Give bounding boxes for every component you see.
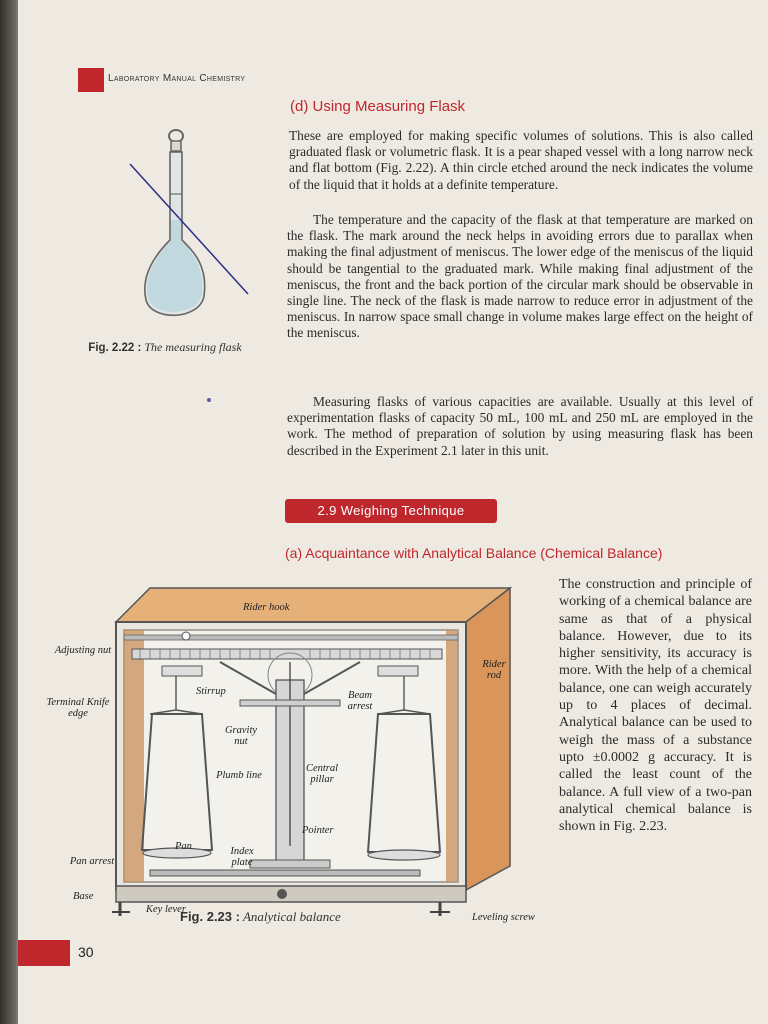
label-rider-hook: Rider hook (243, 602, 290, 613)
section-d-paragraph-3: Measuring flasks of various capacities are available. Usually at this level of experimentation flasks of capacity 50 mL, 100 mL and 250 mL are employed in the work. The method of preparation of solution by using measuring flask has been described in the Experiment 2.1 later in this unit. (287, 394, 753, 458)
fig-2-23-number: Fig. 2.23 : (180, 909, 240, 924)
fig-2-22-caption-text: The measuring flask (144, 340, 242, 354)
section-d-paragraph-2: The temperature and the capacity of the flask at that temperature are marked on the flask. The mark around the neck helps in avoiding errors due to parallax when making the final adjustment of meniscus. The lower edge of the meniscus of the liquid should be tangential to the graduated mark. While making final adjustment of the meniscus, the front and the back portion of the circular mark should be observable in single line. The neck of the flask is made narrow to reduce error in adjustment of the meniscus. In narrow space small change in volume makes large effect on the height of the meniscus. (287, 212, 753, 341)
header-color-block (78, 68, 104, 92)
label-adjusting-nut: Adjusting nut (54, 645, 112, 656)
section-a-paragraph: The construction and principle of working of a chemical balance are same as that of a physical balance. However, due to its higher sensitivity, its accuracy is more. With the help of a chemical balance, one can weigh accurately up to 4 places of decimal. Analytical balance can be used to weigh the mass of a substance upto ±0.0002 g accuracy. It is called the least count of the balance. A full view of a two-pan analytical chemical balance is shown in Fig. 2.23. (559, 577, 752, 835)
label-leveling-screw: Leveling screw (472, 912, 535, 923)
fig-2-22-number: Fig. 2.22 : (88, 342, 142, 354)
section-a-heading: (a) Acquaintance with Analytical Balance (Chemical Balance) (285, 545, 663, 561)
label-pan-arrest: Pan arrest (69, 856, 115, 867)
label-base: Base (73, 891, 94, 902)
label-beam-arrest: Beam arrest (347, 690, 373, 712)
label-stirrup: Stirrup (196, 686, 226, 697)
label-pan: Pan (175, 841, 192, 852)
label-gravity-nut: Gravity nut (224, 725, 258, 747)
label-index-plate: Index plate (230, 846, 254, 868)
ink-dot (207, 398, 211, 402)
label-rider-rod: Rider rod (482, 659, 506, 681)
section-d-heading: (d) Using Measuring Flask (290, 98, 466, 115)
section-d-paragraph-1: These are employed for making specific volumes of solutions. This is also called graduated flask or volumetric flask. It is a pear shaped vessel with a long narrow neck and flat bottom (Fig. 2.22). A thin circle etched around the neck indicates the volume of the liquid that it holds at a definite temperature. (289, 128, 753, 192)
label-plumb-line: Plumb line (216, 770, 262, 781)
label-pointer: Pointer (302, 825, 334, 836)
section-2-9-banner: 2.9 Weighing Technique (285, 499, 497, 523)
analytical-balance-illustration (110, 580, 530, 920)
page-number: 30 (78, 944, 94, 960)
label-key-lever: Key lever (146, 904, 186, 915)
running-header: Laboratory Manual Chemistry (108, 73, 246, 84)
label-central-pillar: Central pillar (305, 763, 339, 785)
fig-2-23-caption-text: Analytical balance (242, 909, 341, 924)
label-terminal-knife-edge: Terminal Knife edge (46, 697, 110, 719)
fig-2-23-caption (180, 909, 341, 925)
fig-2-22-caption (70, 340, 260, 356)
measuring-flask-illustration (120, 128, 260, 328)
page-number-block (18, 940, 70, 966)
